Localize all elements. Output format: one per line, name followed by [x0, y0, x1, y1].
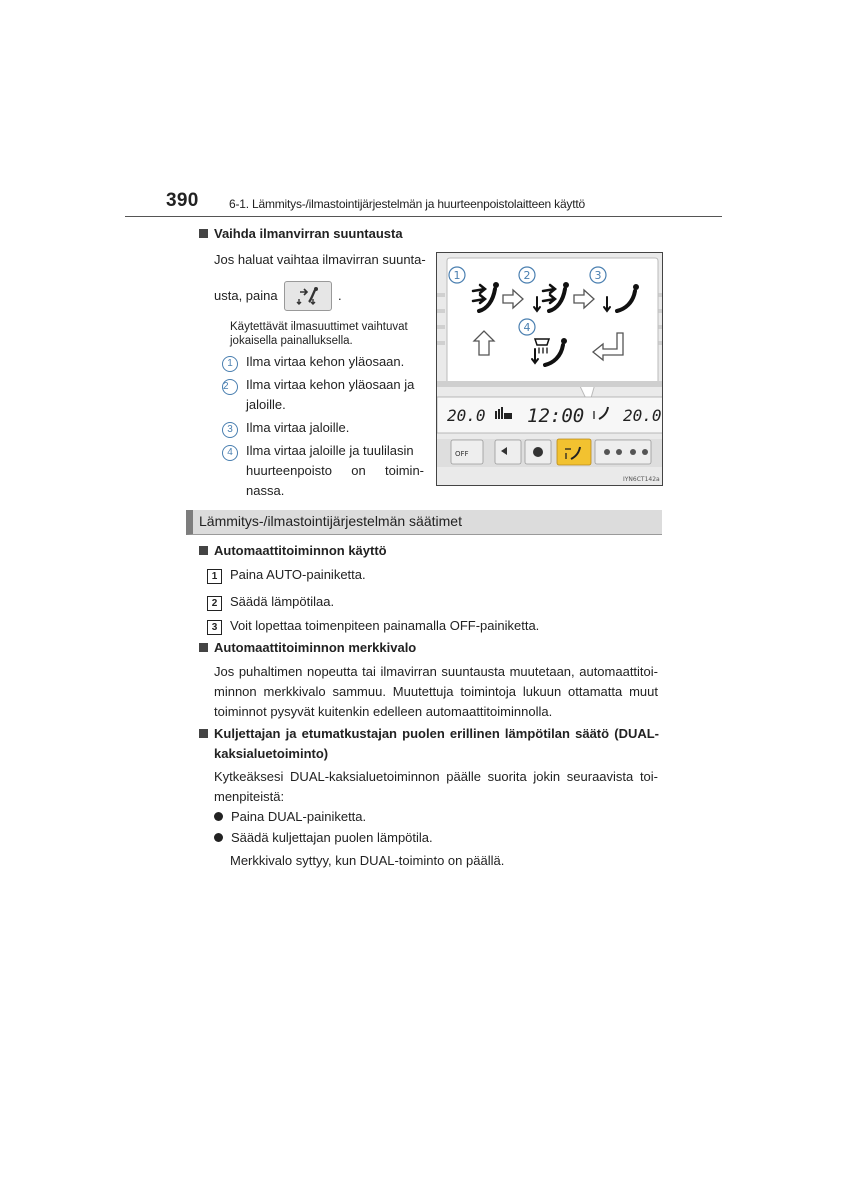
display-right-temp: 20.0: [623, 406, 662, 425]
airflow-item-text: Ilma virtaa jaloille ja tuulilasin: [246, 443, 414, 458]
indicator-heading: [199, 638, 416, 658]
callout-2-label: 2: [523, 269, 531, 282]
display-left-temp: 20.0: [447, 406, 486, 425]
step-number: 1: [207, 569, 222, 584]
climate-panel-illustration: [436, 252, 663, 486]
climate-panel-drawing: [437, 253, 663, 486]
airflow-mode-button-icon: [284, 281, 332, 311]
square-bullet-icon: [199, 643, 208, 652]
callout-number: 3: [222, 422, 238, 438]
airflow-intro-line2: usta, paina: [214, 288, 278, 303]
step-number: 3: [207, 620, 222, 635]
page-number: 390: [166, 190, 199, 211]
callout-4-label: 4: [523, 321, 531, 334]
section-title: Lämmitys-/ilmastointijärjestelmän säätimet: [199, 513, 462, 529]
airflow-intro-line1: Jos haluat vaihtaa ilmavirran suunta-: [214, 252, 426, 267]
airflow-item-4-cont: huurteenpoisto on toimin-: [246, 463, 424, 478]
airflow-item-3: [222, 418, 349, 438]
indicator-paragraph: [214, 662, 658, 722]
dual-bullet-2: [214, 828, 433, 848]
auto-step-1: [207, 565, 366, 585]
dual-bullet-1: [214, 807, 366, 827]
indicator-line: minnon merkkivalo sammuu. Muutettuja toimintoja lukuun ottamatta muut: [214, 684, 658, 699]
indicator-heading-text: Automaattitoiminnon merkkivalo: [214, 640, 417, 655]
illustration-code: IYN6CT142a: [623, 476, 660, 483]
dual-intro-line1: Kytkeäksesi DUAL-kaksialuetoiminnon päälle suorita jokin seuraavista toi-: [214, 769, 658, 784]
auto-step-3: [207, 616, 539, 636]
display-clock: 12:00: [527, 405, 585, 427]
callout-number: 2: [222, 379, 238, 395]
step-text: Säädä lämpötilaa.: [230, 594, 335, 609]
dual-note: Merkkivalo syttyy, kun DUAL-toiminto on päällä.: [230, 853, 505, 868]
airflow-item-text: Ilma virtaa kehon yläosaan.: [246, 354, 405, 369]
bullet-icon: [214, 812, 223, 821]
airflow-heading: [199, 224, 403, 244]
callout-number: 4: [222, 445, 238, 461]
auto-step-2: [207, 592, 334, 612]
step-text: Paina AUTO-painiketta.: [230, 567, 366, 582]
dual-heading: [199, 724, 659, 764]
airflow-item-text: Ilma virtaa kehon yläosaan ja: [246, 377, 415, 392]
airflow-intro-end: .: [338, 288, 342, 303]
dual-heading-line1: Kuljettajan ja etumatkustajan puolen erillinen lämpötilan säätö (DUAL-: [214, 726, 659, 741]
step-number: 2: [207, 596, 222, 611]
dual-heading-line2: kaksialuetoiminto): [214, 746, 329, 761]
airflow-item-4: [222, 441, 414, 461]
dual-intro-line2: menpiteistä:: [214, 789, 285, 804]
auto-heading-text: Automaattitoiminnon käyttö: [214, 543, 387, 558]
dual-bullet-text: Säädä kuljettajan puolen lämpötila.: [231, 830, 433, 845]
airflow-item-text: Ilma virtaa jaloille.: [246, 420, 350, 435]
header-rule: [125, 216, 722, 217]
airflow-heading-text: Vaihda ilmanvirran suuntausta: [214, 226, 403, 241]
airflow-item-4-cont2: nassa.: [246, 483, 285, 498]
step-text: Voit lopettaa toimenpiteen painamalla OFF-painiketta.: [230, 618, 540, 633]
square-bullet-icon: [199, 729, 208, 738]
dual-bullet-text: Paina DUAL-painiketta.: [231, 809, 367, 824]
square-bullet-icon: [199, 229, 208, 238]
airflow-note: [230, 320, 408, 348]
airflow-note-line1: Käytettävät ilmasuuttimet vaihtuvat: [230, 321, 408, 333]
callout-number: 1: [222, 356, 238, 372]
square-bullet-icon: [199, 546, 208, 555]
airflow-item-2: [222, 375, 424, 395]
fan-icon: [533, 447, 543, 457]
running-title: 6-1. Lämmitys-/ilmastointijärjestelmän ja huurteenpoistolaitteen käyttö: [229, 197, 585, 211]
airflow-item-1: [222, 352, 404, 372]
indicator-line: toiminnot pysyvät kuitenkin edelleen automaattitoiminnolla.: [214, 704, 553, 719]
dual-intro: [214, 767, 658, 807]
airflow-note-line2: jokaisella painalluksella.: [230, 335, 353, 347]
button-off-label: OFF: [455, 450, 469, 458]
section-header: [186, 510, 662, 535]
callout-1-label: 1: [453, 269, 461, 282]
airflow-item-2-cont: jaloille.: [246, 397, 286, 412]
indicator-line: Jos puhaltimen nopeutta tai ilmavirran suuntausta muutetaan, automaattitoi-: [214, 664, 658, 679]
bullet-icon: [214, 833, 223, 842]
callout-3-label: 3: [594, 269, 602, 282]
auto-heading: [199, 541, 387, 561]
